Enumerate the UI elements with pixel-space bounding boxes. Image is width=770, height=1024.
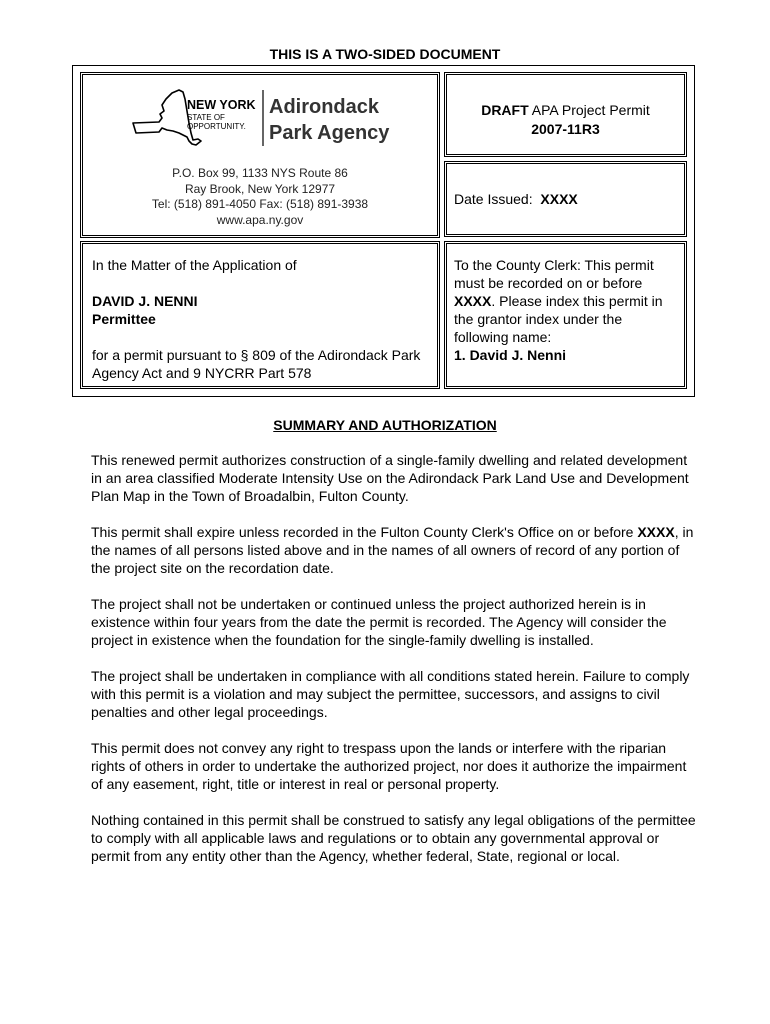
date-issued-cell bbox=[444, 161, 687, 237]
permit-title-cell bbox=[444, 72, 687, 157]
date-issued-label: Date Issued: bbox=[454, 191, 533, 207]
logo-agency-line2: Park Agency bbox=[269, 122, 390, 144]
matter-pursuant: for a permit pursuant to § 809 of the Adirondack Park Agency Act and 9 NYCRR Part 578 bbox=[92, 347, 421, 381]
two-sided-notice: THIS IS A TWO-SIDED DOCUMENT bbox=[269, 46, 501, 62]
summary-paragraph-1: This renewed permit authorizes construction of a single-family dwelling and related development in an area classified Moderate Intensity Use on the Adirondack Park Land Use and Development Plan Map in the Town of Broadalbin, Fulton County. bbox=[91, 452, 689, 504]
p2-date: XXXX bbox=[637, 524, 675, 540]
logo-agency-line1: Adirondack bbox=[269, 96, 380, 118]
summary-heading: SUMMARY AND AUTHORIZATION bbox=[273, 417, 497, 433]
permit-type: APA Project Permit bbox=[531, 102, 650, 118]
agency-info-cell bbox=[80, 72, 440, 238]
summary-paragraph-4: The project shall be undertaken in compliance with all conditions stated herein. Failure to comply with this permit is a violation and may subject the permittee, successors, and assigns to civil penalties and other legal proceedings. bbox=[91, 668, 690, 720]
clerk-text1: To the County Clerk: This permit must be recorded on or before bbox=[454, 257, 654, 291]
p2-after: , in the names of all persons listed above and in the names of all owners of record of any portion of the project site on the recordation date. bbox=[91, 524, 694, 576]
clerk-instructions bbox=[454, 256, 680, 364]
matter-text bbox=[92, 256, 432, 382]
logo-state-line1: NEW YORK bbox=[187, 98, 256, 112]
county-clerk-cell bbox=[444, 241, 687, 389]
agency-logo bbox=[129, 85, 399, 161]
summary-paragraph-2 bbox=[91, 523, 701, 577]
summary-paragraph-5: This permit does not convey any right to trespass upon the lands or interfere with the riparian rights of others in order to undertake the authorized project, nor does it authorize the impairment of any easement, right, title or interest in real or personal property. bbox=[91, 740, 687, 792]
summary-paragraph-3: The project shall not be undertaken or continued unless the project authorized herein is in existence within four years from the date the permit is recorded. The Agency will consider the project in existence when the foundation for the single-family dwelling is installed. bbox=[91, 596, 667, 648]
address-phone: Tel: (518) 891-4050 Fax: (518) 891-3938 bbox=[151, 197, 369, 211]
logo-state-line2: STATE OF bbox=[187, 113, 225, 122]
permit-number: 2007-11R3 bbox=[531, 121, 600, 137]
summary-paragraph-6: Nothing contained in this permit shall be construed to satisfy any legal obligations of the permittee to comply with all applicable laws and regulations or to obtain any governmental approval or permit from any entity other than the Agency, whether federal, State, regional or local. bbox=[91, 812, 696, 864]
logo-state-line3: OPPORTUNITY. bbox=[187, 122, 246, 131]
draft-label: DRAFT bbox=[481, 102, 529, 118]
permittee-role: Permittee bbox=[92, 311, 156, 327]
agency-address bbox=[83, 166, 437, 228]
date-issued bbox=[454, 191, 578, 207]
address-city: Ray Brook, New York 12977 bbox=[184, 181, 336, 196]
clerk-record-date: XXXX bbox=[454, 293, 492, 309]
summary-body bbox=[91, 451, 701, 883]
matter-cell bbox=[80, 241, 440, 389]
date-issued-value: XXXX bbox=[540, 191, 578, 207]
permit-title bbox=[447, 101, 684, 139]
matter-intro: In the Matter of the Application of bbox=[92, 257, 297, 273]
permittee-name: DAVID J. NENNI bbox=[92, 293, 198, 309]
clerk-text2: . Please index this permit in the grantor index under the following name: bbox=[454, 293, 663, 345]
address-website: www.apa.ny.gov bbox=[216, 212, 304, 227]
p2-before: This permit shall expire unless recorded in the Fulton County Clerk's Office on or before bbox=[91, 524, 634, 540]
address-po-box: P.O. Box 99, 1133 NYS Route 86 bbox=[172, 166, 348, 180]
clerk-index-name: 1. David J. Nenni bbox=[454, 347, 567, 363]
